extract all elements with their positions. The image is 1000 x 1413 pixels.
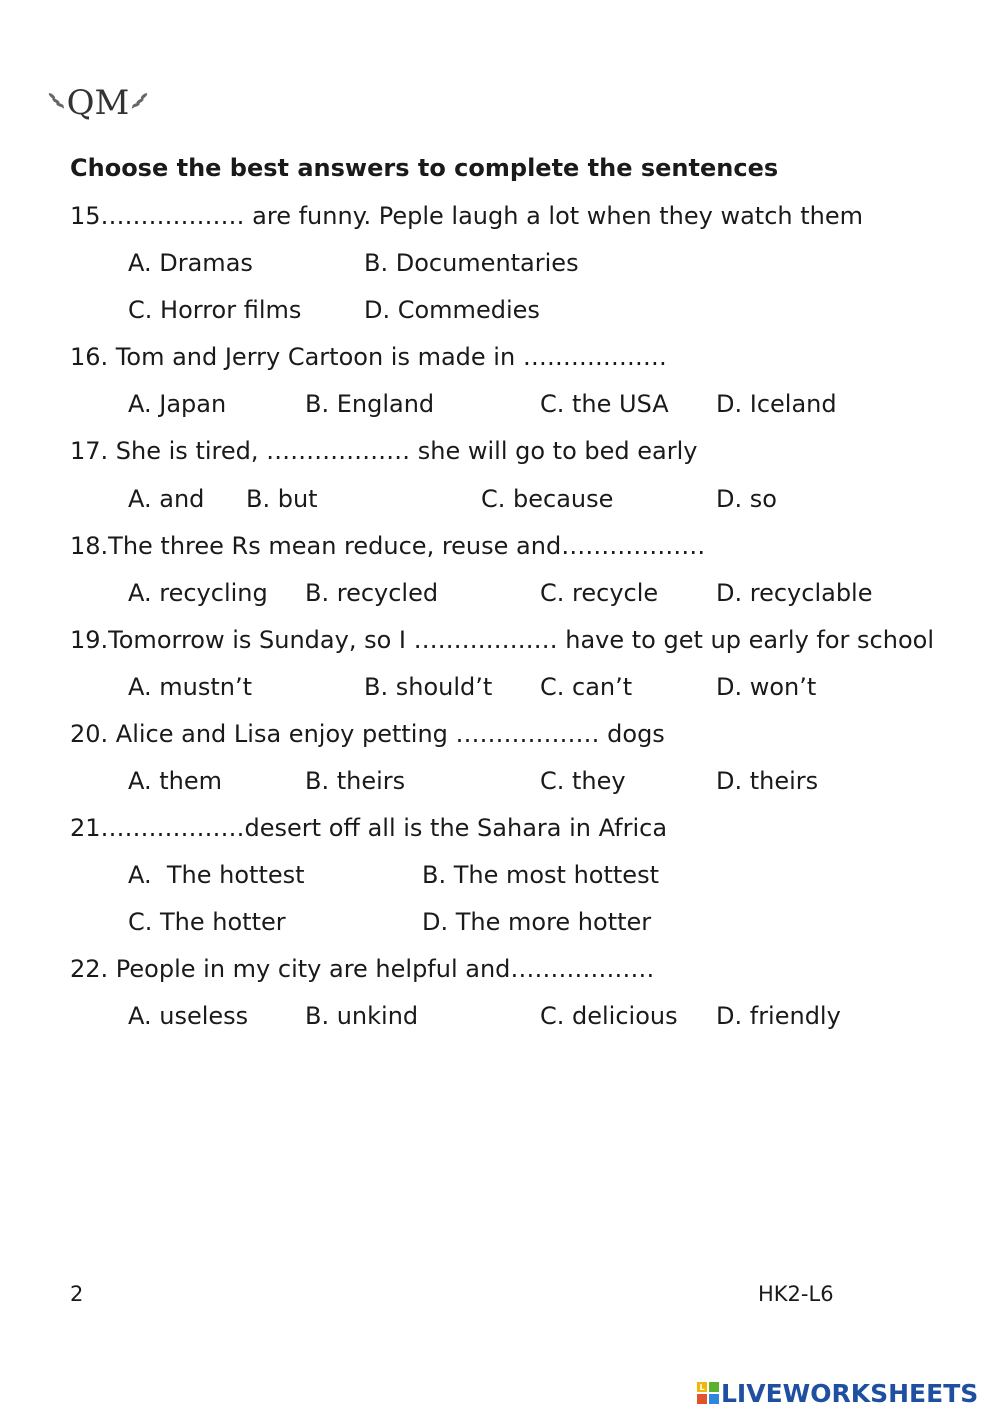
option-21d[interactable]: D. The more hotter bbox=[422, 908, 652, 936]
option-21c[interactable]: C. The hotter bbox=[128, 908, 286, 936]
option-15a[interactable]: A. Dramas bbox=[128, 249, 253, 277]
question-18: 18.The three Rs mean reduce, reuse and……………… bbox=[70, 532, 706, 560]
option-22b[interactable]: B. unkind bbox=[305, 1002, 419, 1030]
option-19c[interactable]: C. can’t bbox=[540, 673, 633, 701]
liveworksheets-logo-icon bbox=[697, 1382, 719, 1404]
option-20b[interactable]: B. theirs bbox=[305, 767, 406, 795]
laurel-logo-icon bbox=[42, 74, 152, 130]
option-18a[interactable]: A. recycling bbox=[128, 579, 268, 607]
option-22a[interactable]: A. useless bbox=[128, 1002, 249, 1030]
question-16: 16. Tom and Jerry Cartoon is made in ……………… bbox=[70, 343, 667, 371]
option-16d[interactable]: D. Iceland bbox=[716, 390, 837, 418]
option-20a[interactable]: A. them bbox=[128, 767, 223, 795]
option-18b[interactable]: B. recycled bbox=[305, 579, 439, 607]
logo-letter-l: L bbox=[699, 1383, 705, 1392]
question-20: 20. Alice and Lisa enjoy petting ……………… dogs bbox=[70, 720, 665, 748]
option-16b[interactable]: B. England bbox=[305, 390, 435, 418]
option-17d[interactable]: D. so bbox=[716, 485, 777, 513]
option-15c[interactable]: C. Horror films bbox=[128, 296, 302, 324]
worksheet-code: HK2-L6 bbox=[758, 1282, 834, 1306]
option-18c[interactable]: C. recycle bbox=[540, 579, 659, 607]
option-22d[interactable]: D. friendly bbox=[716, 1002, 841, 1030]
section-heading: Choose the best answers to complete the sentences bbox=[70, 154, 779, 182]
option-19a[interactable]: A. mustn’t bbox=[128, 673, 253, 701]
option-16c[interactable]: C. the USA bbox=[540, 390, 669, 418]
option-20c[interactable]: C. they bbox=[540, 767, 626, 795]
option-20d[interactable]: D. theirs bbox=[716, 767, 819, 795]
option-15b[interactable]: B. Documentaries bbox=[364, 249, 579, 277]
question-22: 22. People in my city are helpful and……………… bbox=[70, 955, 655, 983]
option-15d[interactable]: D. Commedies bbox=[364, 296, 540, 324]
option-17c[interactable]: C. because bbox=[481, 485, 614, 513]
option-19b[interactable]: B. should’t bbox=[364, 673, 493, 701]
qm-logo bbox=[42, 74, 152, 130]
option-17a[interactable]: A. and bbox=[128, 485, 205, 513]
option-22c[interactable]: C. delicious bbox=[540, 1002, 678, 1030]
question-17: 17. She is tired, ……………… she will go to bed early bbox=[70, 437, 698, 465]
question-19: 19.Tomorrow is Sunday, so I ……………… have to get up early for school bbox=[70, 626, 934, 654]
logo-text: QM bbox=[66, 83, 130, 123]
option-17b[interactable]: B. but bbox=[246, 485, 318, 513]
question-15: 15……………… are funny. Peple laugh a lot when they watch them bbox=[70, 202, 864, 230]
option-21b[interactable]: B. The most hottest bbox=[422, 861, 659, 889]
liveworksheets-brand[interactable] bbox=[697, 1378, 978, 1408]
option-16a[interactable]: A. Japan bbox=[128, 390, 227, 418]
option-21a[interactable]: A. The hottest bbox=[128, 861, 305, 889]
brand-name: LIVEWORKSHEETS bbox=[721, 1378, 979, 1408]
page-number: 2 bbox=[70, 1282, 84, 1306]
option-18d[interactable]: D. recyclable bbox=[716, 579, 873, 607]
option-19d[interactable]: D. won’t bbox=[716, 673, 817, 701]
question-21: 21………………desert off all is the Sahara in Africa bbox=[70, 814, 668, 842]
